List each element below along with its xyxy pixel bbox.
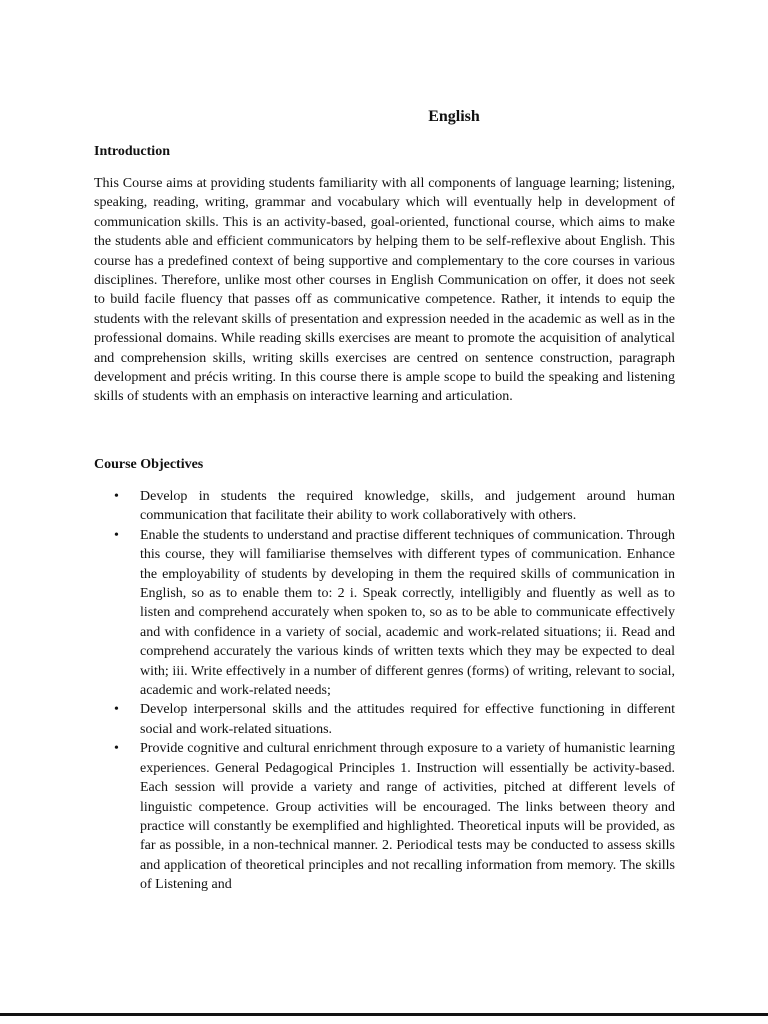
bullet-icon: • bbox=[114, 489, 119, 504]
page-bottom-rule bbox=[0, 1013, 768, 1016]
objective-item bbox=[94, 487, 675, 526]
introduction-paragraph: This Course aims at providing students familiarity with all components of language learning; listening, speaking, reading, writing, grammar and vocabulary which will eventually help in development of communication skills. This is an activity-based, goal-oriented, functional course, which aims to make the students able and efficient communicators by helping them to be self-reflexive about English. This course has a predefined context of being supportive and complementary to the core courses in various disciplines. Therefore, unlike most other courses in English Communication on offer, it does not seek to build facile fluency that passes off as communicative competence. Rather, it intends to equip the students with the relevant skills of presentation and expression needed in the academic as well as in the professional domains. While reading skills exercises are meant to promote the acquisition of analytical and comprehension skills, writing skills exercises are centred on sentence construction, paragraph development and précis writing. In this course there is ample scope to build the speaking and listening skills of students with an emphasis on interactive learning and articulation. bbox=[94, 176, 675, 405]
bullet-icon: • bbox=[114, 741, 119, 757]
objective-text: Develop in students the required knowledge, skills, and judgement around human communication that facilitate their ability to work collaboratively with others. bbox=[140, 489, 675, 524]
introduction-heading: Introduction bbox=[94, 144, 170, 159]
document-title: English bbox=[428, 108, 480, 125]
bullet-icon: • bbox=[114, 527, 119, 543]
objective-text: Provide cognitive and cultural enrichment through exposure to a variety of humanistic learning experiences. General Pedagogical Principles 1. Instruction will essentially be activity-based. Each session will provide a variety and range of activities, pitched at different levels of linguistic competence. Group activities will be encouraged. The links between theory and practice will constantly be exemplified and highlighted. Theoretical inputs will be provided, as far as possible, in a non-technical manner. 2. Periodical tests may be conducted to assess skills and application of theoretical principles and not recalling information from memory. The skills of Listening and bbox=[140, 741, 675, 893]
objective-item bbox=[94, 700, 675, 739]
objective-text: Develop interpersonal skills and the attitudes required for effective functioning in different social and work-related situations. bbox=[140, 702, 675, 737]
course-objectives-heading: Course Objectives bbox=[94, 457, 204, 472]
objective-item bbox=[94, 526, 675, 701]
objective-text: Enable the students to understand and practise different techniques of communication. Through this course, they will familiarise themselves with different types of communication. Enhance the employability of students by developing in them the required skills of communication in English, so as to enable them to: 2 i. Speak correctly, intelligibly and fluently as well as to listen and comprehend accurately when spoken to, so as to be able to communicate effectively and with confidence in a variety of social, academic and work-related situations; ii. Read and comprehend accurately the various kinds of written texts which they may be expected to deal with; iii. Write effectively in a number of different genres (forms) of writing, relevant to social, academic and work-related needs; bbox=[140, 527, 675, 699]
bullet-icon: • bbox=[114, 702, 119, 718]
objective-item bbox=[94, 739, 675, 894]
course-objectives-list bbox=[94, 487, 675, 895]
